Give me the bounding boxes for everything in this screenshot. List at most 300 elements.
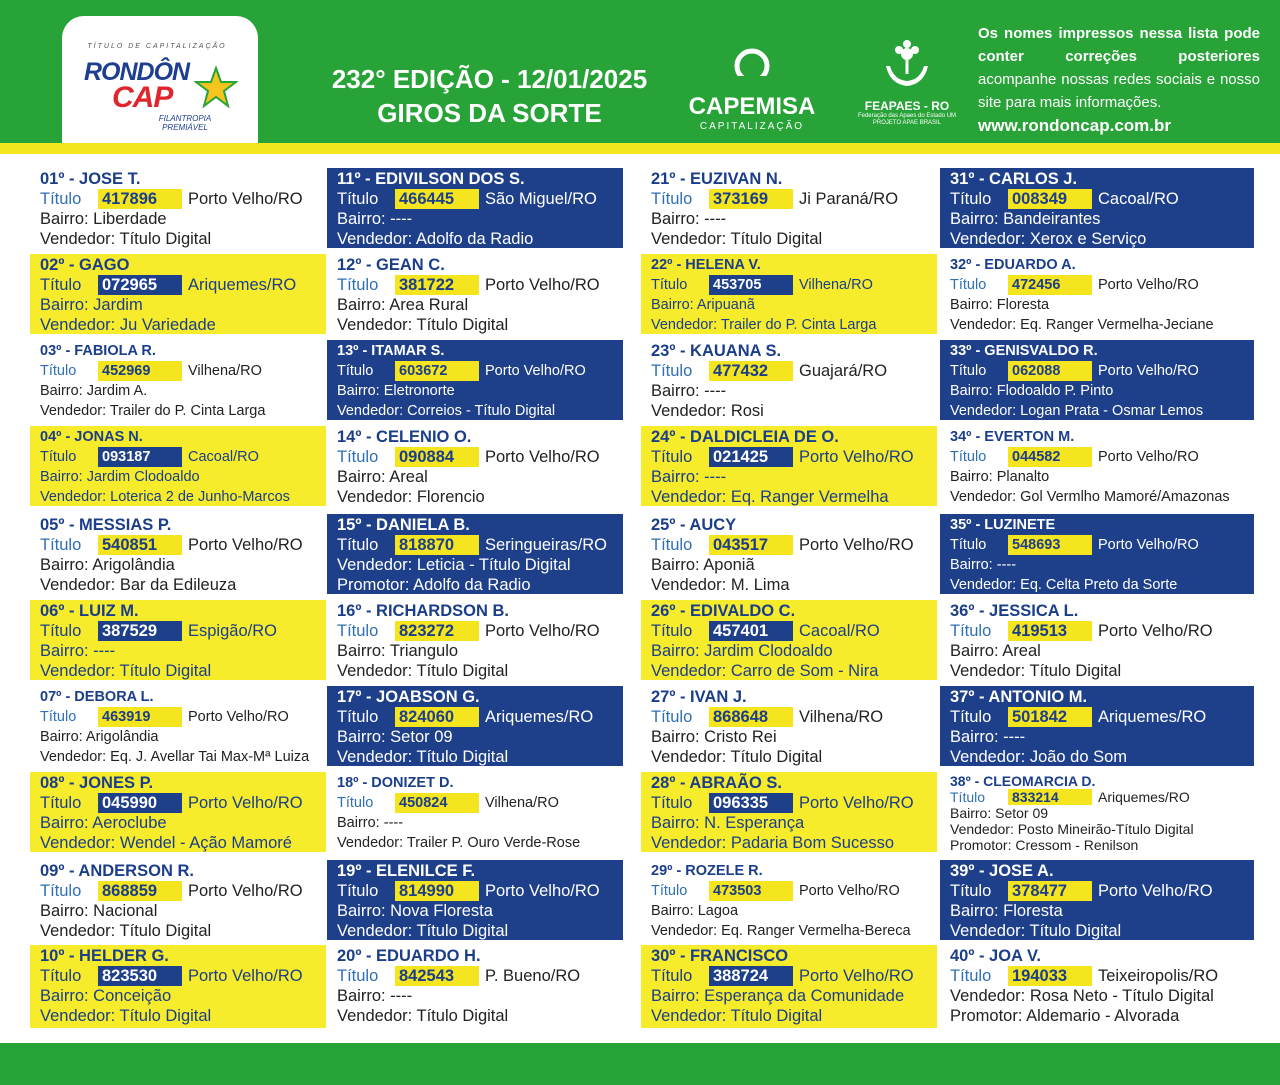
- ticket-row: [950, 447, 1254, 467]
- ticket-label: Título: [950, 277, 987, 293]
- ticket-label: Título: [950, 363, 987, 379]
- ticket-label: Título: [40, 363, 77, 379]
- ticket-label: Título: [337, 882, 379, 900]
- winner-name: 10º - HELDER G.: [40, 947, 169, 965]
- logo-tagline: TÍTULO DE CAPITALIZAÇÃO: [87, 43, 227, 50]
- city: Vilhena/RO: [799, 708, 884, 726]
- ticket-row: [950, 621, 1254, 641]
- detail-line: Bairro: ----: [950, 728, 1026, 746]
- detail-line: Bairro: Areal: [950, 642, 1041, 660]
- winner-name: 01º - JOSE T.: [40, 170, 141, 188]
- ticket-row: [950, 361, 1254, 381]
- winner-card: [327, 514, 623, 594]
- winner-name: 34º - EVERTON M.: [950, 429, 1075, 445]
- city: Espigão/RO: [188, 622, 277, 640]
- city: Seringueiras/RO: [485, 536, 607, 554]
- ticket-number: 548693: [1008, 535, 1092, 555]
- ticket-row: [40, 881, 326, 901]
- winner-name: 03º - FABIOLA R.: [40, 343, 156, 359]
- city: Ariquemes/RO: [485, 708, 594, 726]
- flower-hands-icon: [880, 40, 934, 92]
- ticket-number: 090884: [395, 447, 479, 467]
- city: Ji Paraná/RO: [799, 190, 899, 208]
- ticket-row: [337, 189, 623, 209]
- winner-card: [327, 600, 623, 680]
- ticket-number: 540851: [98, 535, 182, 555]
- ticket-row: [950, 789, 1254, 805]
- detail-line: Vendedor: Florencio: [337, 488, 485, 506]
- detail-line: Bairro: Jardim Clodoaldo: [651, 642, 833, 660]
- winner-name: 40º - JOA V.: [950, 947, 1042, 965]
- detail-line: Bairro: Setor 09: [337, 728, 453, 746]
- detail-line: Bairro: Aripuanã: [651, 297, 755, 313]
- ticket-row: [651, 275, 937, 295]
- winner-card: [641, 340, 937, 420]
- detail-line: Bairro: Floresta: [950, 902, 1063, 920]
- ticket-row: [651, 535, 937, 555]
- ticket-number: 473503: [709, 881, 793, 901]
- winner-card: [940, 600, 1254, 680]
- ticket-label: Título: [950, 190, 992, 208]
- winner-name: 13º - ITAMAR S.: [337, 343, 445, 359]
- detail-line: Vendedor: Título Digital: [651, 230, 823, 248]
- notice-text: [978, 22, 1260, 114]
- ticket-number: 868648: [709, 707, 793, 727]
- feapaes-sub: Federação das Apaes do Estado UM PROJETO APAE BRASIL: [857, 113, 957, 126]
- city: Porto Velho/RO: [1098, 622, 1213, 640]
- city: Porto Velho/RO: [188, 882, 303, 900]
- detail-line: Bairro: Lagoa: [651, 903, 739, 919]
- winner-name: 29º - ROZELE R.: [651, 863, 763, 879]
- winner-card: [641, 600, 937, 680]
- ticket-label: Título: [651, 190, 693, 208]
- detail-line: Vendedor: Título Digital: [40, 1007, 212, 1025]
- winner-card: [30, 168, 326, 248]
- ticket-label: Título: [950, 708, 992, 726]
- ticket-row: [337, 535, 623, 555]
- winner-card: [30, 686, 326, 766]
- city: P. Bueno/RO: [485, 967, 581, 985]
- ticket-label: Título: [337, 276, 379, 294]
- winner-card: [940, 945, 1254, 1028]
- winner-name: 09º - ANDERSON R.: [40, 862, 194, 880]
- ticket-label: Título: [337, 448, 379, 466]
- ticket-label: Título: [40, 882, 82, 900]
- detail-line: Vendedor: Título Digital: [337, 748, 509, 766]
- ticket-row: [950, 881, 1254, 901]
- city: Porto Velho/RO: [485, 882, 600, 900]
- winner-name: 32º - EDUARDO A.: [950, 257, 1076, 273]
- detail-line: Bairro: Liberdade: [40, 210, 167, 228]
- ticket-number: 814990: [395, 881, 479, 901]
- ticket-label: Título: [950, 882, 992, 900]
- detail-line: Vendedor: Trailer do P. Cinta Larga: [40, 403, 266, 419]
- logo-subtitle: FILANTROPIA PREMIÁVEL: [158, 114, 212, 132]
- ticket-number: 823272: [395, 621, 479, 641]
- winner-name: 04º - JONAS N.: [40, 429, 143, 445]
- winner-name: 07º - DEBORA L.: [40, 689, 154, 705]
- ticket-number: 501842: [1008, 707, 1092, 727]
- detail-line: Bairro: Setor 09: [950, 805, 1049, 821]
- ticket-row: [950, 707, 1254, 727]
- draw-subtitle: GIROS DA SORTE: [377, 98, 602, 128]
- detail-line: Promotor: Aldemario - Alvorada: [950, 1007, 1180, 1025]
- winner-name: 11º - EDIVILSON DOS S.: [337, 170, 525, 188]
- ticket-number: 603672: [395, 361, 479, 381]
- ticket-number: 824060: [395, 707, 479, 727]
- winner-card: [327, 254, 623, 334]
- ticket-row: [337, 621, 623, 641]
- detail-line: Bairro: Eletronorte: [337, 383, 455, 399]
- logo-text-line2: CAP: [112, 81, 173, 114]
- ticket-number: 472456: [1008, 275, 1092, 295]
- detail-line: Vendedor: Trailer P. Ouro Verde-Rose: [337, 835, 581, 851]
- ticket-number: 463919: [98, 707, 182, 727]
- city: São Miguel/RO: [485, 190, 597, 208]
- city: Porto Velho/RO: [1098, 277, 1199, 293]
- winner-name: 38º - CLEOMARCIA D.: [950, 773, 1096, 789]
- ticket-label: Título: [950, 789, 986, 805]
- feapaes-logo: [852, 40, 962, 127]
- ticket-number: 417896: [98, 189, 182, 209]
- detail-line: Vendedor: Título Digital: [337, 922, 509, 940]
- winner-name: 21º - EUZIVAN N.: [651, 170, 783, 188]
- ticket-number: 388724: [709, 966, 793, 986]
- footer-band: [0, 1043, 1280, 1085]
- detail-line: Vendedor: Rosi: [651, 402, 764, 420]
- winner-name: 05º - MESSIAS P.: [40, 516, 172, 534]
- detail-line: Vendedor: Título Digital: [337, 1007, 509, 1025]
- detail-line: Vendedor: Título Digital: [950, 662, 1122, 680]
- winner-name: 18º - DONIZET D.: [337, 775, 454, 791]
- ticket-label: Título: [337, 536, 379, 554]
- ticket-label: Título: [337, 363, 374, 379]
- detail-line: Bairro: Planalto: [950, 469, 1050, 485]
- ticket-label: Título: [950, 967, 992, 985]
- winner-name: 28º - ABRAÃO S.: [651, 774, 783, 792]
- city: Porto Velho/RO: [799, 883, 900, 899]
- winner-card: [641, 426, 937, 506]
- city: Guajará/RO: [799, 362, 888, 380]
- detail-line: Bairro: ----: [651, 468, 727, 486]
- city: Ariquemes/RO: [1098, 708, 1207, 726]
- winner-card: [940, 772, 1254, 852]
- ticket-label: Título: [40, 276, 82, 294]
- winner-card: [641, 514, 937, 594]
- ticket-number: 833214: [1008, 789, 1092, 805]
- detail-line: Bairro: Jardim Clodoaldo: [40, 469, 200, 485]
- detail-line: Vendedor: Título Digital: [40, 230, 212, 248]
- ticket-number: 842543: [395, 966, 479, 986]
- winner-card: [30, 860, 326, 940]
- detail-line: Vendedor: Eq. Ranger Vermelha-Bereca: [651, 923, 911, 939]
- ticket-label: Título: [651, 708, 693, 726]
- winner-name: 30º - FRANCISCO: [651, 947, 789, 965]
- winner-name: 36º - JESSICA L.: [950, 602, 1079, 620]
- city: Porto Velho/RO: [799, 536, 914, 554]
- ticket-row: [651, 793, 937, 813]
- winner-name: 15º - DANIELA B.: [337, 516, 470, 534]
- detail-line: Vendedor: Eq. Celta Preto da Sorte: [950, 577, 1178, 593]
- city: Vilhena/RO: [485, 795, 559, 811]
- winner-card: [940, 168, 1254, 248]
- notice-bold: Os nomes impressos nessa lista pode conter correções posteriores: [978, 25, 1260, 65]
- detail-line: Vendedor: Padaria Bom Sucesso: [651, 834, 895, 852]
- ticket-row: [40, 621, 326, 641]
- rondoncap-logo: [62, 16, 258, 143]
- ticket-label: Título: [337, 795, 374, 811]
- winner-name: 22º - HELENA V.: [651, 257, 761, 273]
- detail-line: Bairro: Cristo Rei: [651, 728, 777, 746]
- winner-card: [30, 514, 326, 594]
- ticket-row: [651, 881, 937, 901]
- ticket-number: 045990: [98, 793, 182, 813]
- ticket-row: [651, 361, 937, 381]
- winner-card: [641, 772, 937, 852]
- city: Porto Velho/RO: [799, 448, 914, 466]
- notice-regular: acompanhe nossas redes sociais e nosso site para mais informações.: [978, 71, 1260, 111]
- detail-line: Bairro: Area Rural: [337, 296, 469, 314]
- ticket-row: [337, 275, 623, 295]
- star-icon: [194, 66, 238, 108]
- header-divider: [0, 143, 1280, 154]
- winner-card: [641, 254, 937, 334]
- winner-name: 02º - GAGO: [40, 256, 130, 274]
- winner-name: 19º - ELENILCE F.: [337, 862, 476, 880]
- ticket-number: 453705: [709, 275, 793, 295]
- winner-name: 31º - CARLOS J.: [950, 170, 1078, 188]
- detail-line: Vendedor: Título Digital: [40, 922, 212, 940]
- capemisa-name: CAPEMISA: [688, 93, 816, 120]
- winner-card: [327, 426, 623, 506]
- ticket-label: Título: [40, 622, 82, 640]
- ticket-row: [337, 881, 623, 901]
- detail-line: Vendedor: Bar da Edileuza: [40, 576, 237, 594]
- ticket-number: 044582: [1008, 447, 1092, 467]
- detail-line: Vendedor: Loterica 2 de Junho-Marcos: [40, 489, 290, 505]
- detail-line: Vendedor: Logan Prata - Osmar Lemos: [950, 403, 1204, 419]
- detail-line: Bairro: Conceição: [40, 987, 172, 1005]
- city: Ariquemes/RO: [1098, 789, 1190, 805]
- city: Cacoal/RO: [799, 622, 880, 640]
- detail-line: Vendedor: Adolfo da Radio: [337, 230, 534, 248]
- winner-name: 25º - AUCY: [651, 516, 737, 534]
- winner-card: [30, 945, 326, 1028]
- winner-name: 12º - GEAN C.: [337, 256, 445, 274]
- detail-line: Vendedor: Carro de Som - Nira: [651, 662, 879, 680]
- city: Porto Velho/RO: [1098, 537, 1199, 553]
- page-title: [292, 62, 687, 130]
- detail-line: Vendedor: Posto Mineirão-Título Digital: [950, 821, 1194, 837]
- detail-line: Vendedor: Título Digital: [40, 662, 212, 680]
- ticket-row: [40, 535, 326, 555]
- detail-line: Bairro: Flodoaldo P. Pinto: [950, 383, 1114, 399]
- ticket-number: 452969: [98, 361, 182, 381]
- ticket-label: Título: [40, 794, 82, 812]
- winner-card: [641, 945, 937, 1028]
- logo-text-line1: RONDÔN: [84, 58, 190, 86]
- detail-line: Vendedor: Título Digital: [651, 1007, 823, 1025]
- ticket-label: Título: [337, 708, 379, 726]
- winner-name: 33º - GENISVALDO R.: [950, 343, 1098, 359]
- ticket-number: 008349: [1008, 189, 1092, 209]
- winner-name: 16º - RICHARDSON B.: [337, 602, 509, 620]
- ticket-label: Título: [950, 537, 987, 553]
- detail-line: Bairro: Aeroclube: [40, 814, 167, 832]
- ticket-row: [337, 447, 623, 467]
- detail-line: Vendedor: João do Som: [950, 748, 1128, 766]
- detail-line: Bairro: Jardim: [40, 296, 143, 314]
- detail-line: Vendedor: Título Digital: [337, 316, 509, 334]
- detail-line: Vendedor: Gol Vermlho Mamoré/Amazonas: [950, 489, 1230, 505]
- detail-line: Bairro: N. Esperança: [651, 814, 805, 832]
- detail-line: Bairro: ----: [337, 815, 404, 831]
- ticket-number: 818870: [395, 535, 479, 555]
- ticket-label: Título: [651, 362, 693, 380]
- capemisa-icon: [732, 48, 772, 88]
- detail-line: Bairro: Arigolândia: [40, 556, 175, 574]
- city: Porto Velho/RO: [188, 794, 303, 812]
- ticket-label: Título: [651, 448, 693, 466]
- winner-card: [327, 772, 623, 852]
- detail-line: Bairro: Floresta: [950, 297, 1050, 313]
- winner-card: [30, 340, 326, 420]
- ticket-row: [950, 535, 1254, 555]
- ticket-row: [651, 707, 937, 727]
- winner-name: 37º - ANTONIO M.: [950, 688, 1088, 706]
- ticket-label: Título: [40, 190, 82, 208]
- detail-line: Vendedor: Xerox e Serviço: [950, 230, 1147, 248]
- detail-line: Bairro: Esperança da Comunidade: [651, 987, 905, 1005]
- ticket-row: [40, 707, 326, 727]
- winner-card: [327, 340, 623, 420]
- city: Porto Velho/RO: [188, 536, 303, 554]
- winner-name: 24º - DALDICLEIA DE O.: [651, 428, 839, 446]
- detail-line: Bairro: Areal: [337, 468, 428, 486]
- city: Porto Velho/RO: [485, 276, 600, 294]
- detail-line: Bairro: ----: [40, 642, 116, 660]
- ticket-row: [651, 621, 937, 641]
- detail-line: Bairro: Triangulo: [337, 642, 459, 660]
- city: Porto Velho/RO: [1098, 363, 1199, 379]
- ticket-row: [40, 793, 326, 813]
- winner-card: [940, 426, 1254, 506]
- winner-name: 26º - EDIVALDO C.: [651, 602, 796, 620]
- ticket-label: Título: [337, 622, 379, 640]
- city: Ariquemes/RO: [188, 276, 297, 294]
- ticket-label: Título: [651, 622, 693, 640]
- ticket-row: [337, 966, 623, 986]
- detail-line: Vendedor: Eq. J. Avellar Tai Max-Mª Luiza: [40, 749, 310, 765]
- city: Vilhena/RO: [188, 363, 262, 379]
- ticket-number: 868859: [98, 881, 182, 901]
- ticket-number: 450824: [395, 793, 479, 813]
- ticket-label: Título: [651, 967, 693, 985]
- ticket-number: 043517: [709, 535, 793, 555]
- ticket-number: 457401: [709, 621, 793, 641]
- ticket-row: [40, 189, 326, 209]
- winner-card: [641, 860, 937, 940]
- city: Porto Velho/RO: [1098, 882, 1213, 900]
- city: Vilhena/RO: [799, 277, 873, 293]
- winner-card: [641, 168, 937, 248]
- city: Porto Velho/RO: [188, 190, 303, 208]
- winner-card: [327, 945, 623, 1028]
- ticket-label: Título: [950, 449, 987, 465]
- ticket-row: [950, 275, 1254, 295]
- detail-line: Vendedor: Correios - Título Digital: [337, 403, 556, 419]
- detail-line: Bairro: Nova Floresta: [337, 902, 493, 920]
- city: Teixeiropolis/RO: [1098, 967, 1219, 985]
- detail-line: Vendedor: Leticia - Título Digital: [337, 556, 571, 574]
- city: Porto Velho/RO: [799, 794, 914, 812]
- ticket-number: 466445: [395, 189, 479, 209]
- ticket-label: Título: [40, 709, 77, 725]
- detail-line: Vendedor: Título Digital: [337, 662, 509, 680]
- detail-line: Bairro: ----: [337, 987, 413, 1005]
- ticket-label: Título: [337, 190, 379, 208]
- winner-card: [940, 860, 1254, 940]
- ticket-row: [651, 189, 937, 209]
- ticket-row: [40, 966, 326, 986]
- ticket-label: Título: [651, 883, 688, 899]
- detail-line: Bairro: ----: [651, 382, 727, 400]
- city: Porto Velho/RO: [485, 448, 600, 466]
- detail-line: Vendedor: Rosa Neto - Título Digital: [950, 987, 1214, 1005]
- winner-name: 06º - LUIZ M.: [40, 602, 139, 620]
- ticket-row: [950, 189, 1254, 209]
- capemisa-sub: CAPITALIZAÇÃO: [699, 121, 805, 132]
- detail-line: Bairro: ----: [950, 557, 1017, 573]
- detail-line: Bairro: Jardim A.: [40, 383, 148, 399]
- capemisa-logo: [687, 48, 817, 132]
- ticket-number: 378477: [1008, 881, 1092, 901]
- detail-line: Vendedor: Trailer do P. Cinta Larga: [651, 317, 877, 333]
- city: Porto Velho/RO: [485, 363, 586, 379]
- winner-name: 35º - LUZINETE: [950, 517, 1056, 533]
- winner-card: [940, 514, 1254, 594]
- ticket-label: Título: [337, 967, 379, 985]
- detail-line: Vendedor: M. Lima: [651, 576, 790, 594]
- ticket-number: 823530: [98, 966, 182, 986]
- ticket-number: 021425: [709, 447, 793, 467]
- winner-card: [30, 772, 326, 852]
- city: Porto Velho/RO: [188, 967, 303, 985]
- winner-name: 39º - JOSE A.: [950, 862, 1054, 880]
- winner-name: 27º - IVAN J.: [651, 688, 747, 706]
- winner-card: [30, 600, 326, 680]
- detail-line: Vendedor: Eq. Ranger Vermelha-Jeciane: [950, 317, 1214, 333]
- city: Cacoal/RO: [188, 449, 259, 465]
- detail-line: Vendedor: Wendel - Ação Mamoré: [40, 834, 292, 852]
- feapaes-name: FEAPAES - RO: [864, 99, 950, 113]
- ticket-number: 373169: [709, 189, 793, 209]
- website-link[interactable]: www.rondoncap.com.br: [978, 116, 1171, 135]
- ticket-label: Título: [40, 449, 77, 465]
- detail-line: Promotor: Adolfo da Radio: [337, 576, 531, 594]
- detail-line: Bairro: ----: [337, 210, 413, 228]
- winner-name: 20º - EDUARDO H.: [337, 947, 481, 965]
- ticket-row: [40, 275, 326, 295]
- detail-line: Promotor: Cressom - Renilson: [950, 837, 1139, 852]
- ticket-number: 072965: [98, 275, 182, 295]
- winner-name: 14º - CELENIO O.: [337, 428, 472, 446]
- ticket-number: 096335: [709, 793, 793, 813]
- winner-card: [327, 860, 623, 940]
- ticket-row: [950, 966, 1254, 986]
- ticket-label: Título: [950, 622, 992, 640]
- ticket-number: 194033: [1008, 966, 1092, 986]
